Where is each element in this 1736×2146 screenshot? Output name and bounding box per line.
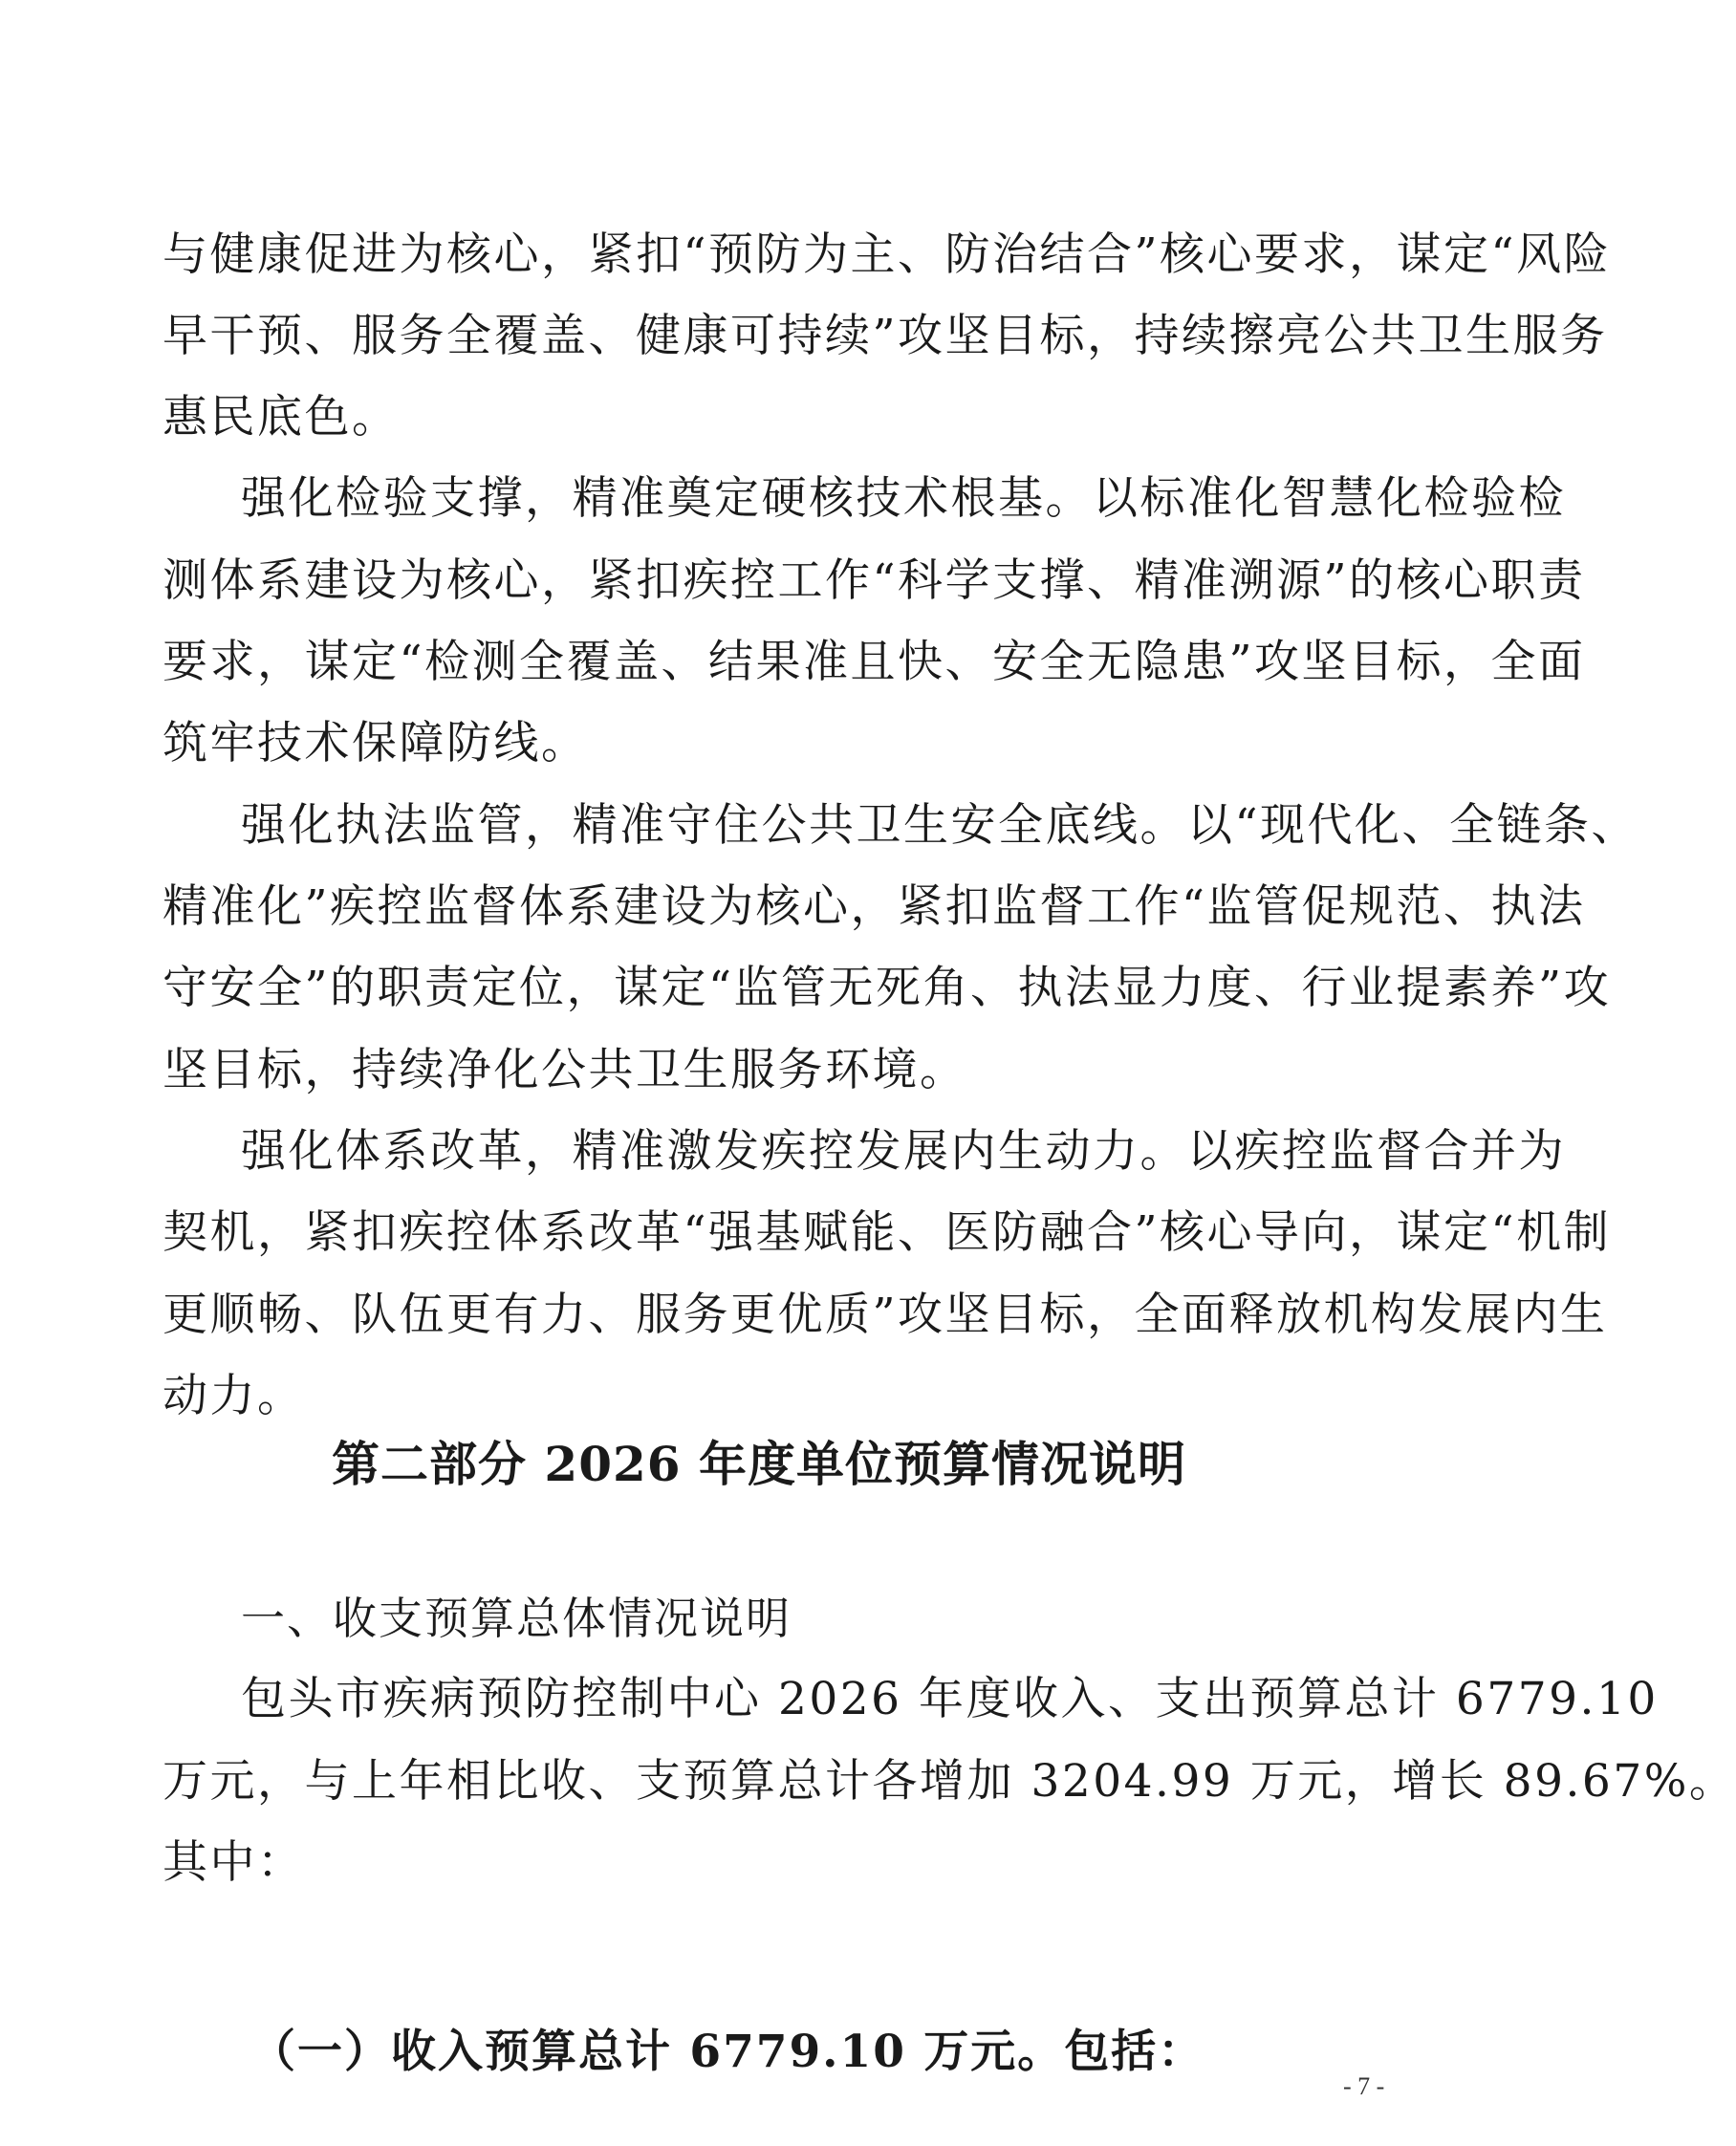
paragraph-line: 动力。 [163, 1370, 305, 1422]
paragraph-line: 其中： [163, 1836, 305, 1889]
page-number: - 7 - [1343, 2072, 1385, 2100]
paragraph-line: 坚目标，持续净化公共卫生服务环境。 [163, 1044, 967, 1096]
paragraph-line: 包头市疾病预防控制中心 2026 年度收入、支出预算总计 6779.10 [241, 1673, 1659, 1725]
paragraph-line: 契机，紧扣疾控体系改革“强基赋能、医防融合”核心导向，谋定“机制 [163, 1206, 1612, 1259]
sub-heading: 一、收支预算总体情况说明 [241, 1593, 792, 1644]
paragraph-line: 守安全”的职责定位，谋定“监管无死角、执法显力度、行业提素养”攻 [163, 962, 1612, 1014]
paragraph-line: 强化体系改革，精准激发疾控发展内生动力。以疾控监督合并为 [241, 1125, 1566, 1178]
paragraph-line: 强化检验支撑，精准奠定硬核技术根基。以标准化智慧化检验检 [241, 472, 1566, 525]
paragraph-line: 筑牢技术保障防线。 [163, 717, 589, 770]
paragraph-line: 万元，与上年相比收、支预算总计各增加 3204.99 万元，增长 89.67%。 [163, 1755, 1736, 1808]
paragraph-line: 强化执法监管，精准守住公共卫生安全底线。以“现代化、全链条、 [241, 799, 1639, 852]
paragraph-line: 精准化”疾控监督体系建设为核心，紧扣监督工作“监管促规范、执法 [163, 880, 1586, 933]
paragraph-line: 与健康促进为核心，紧扣“预防为主、防治结合”核心要求，谋定“风险 [163, 228, 1612, 281]
paragraph-line: 测体系建设为核心，紧扣疾控工作“科学支撑、精准溯源”的核心职责 [163, 554, 1586, 607]
paragraph-line: 惠民底色。 [163, 391, 400, 444]
paragraph-line: 要求，谋定“检测全覆盖、结果准且快、安全无隐患”攻坚目标，全面 [163, 636, 1586, 688]
paragraph-line: 早干预、服务全覆盖、健康可持续”攻坚目标，持续擦亮公共卫生服务 [163, 310, 1608, 362]
income-total-line: （一）收入预算总计 6779.10 万元。包括： [250, 2026, 1205, 2078]
paragraph-line: 更顺畅、队伍更有力、服务更优质”攻坚目标，全面释放机构发展内生 [163, 1289, 1608, 1341]
section-heading: 第二部分 2026 年度单位预算情况说明 [332, 1436, 1186, 1492]
